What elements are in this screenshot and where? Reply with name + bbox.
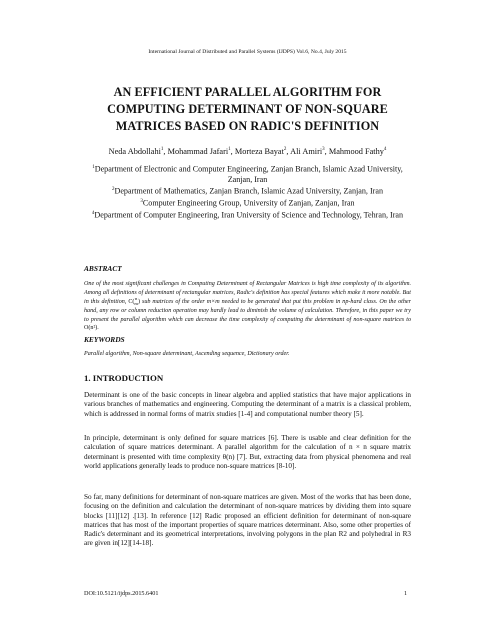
affiliation-text: Department of Electronic and Computer Engineering, Zanjan Branch, Islamic Azad University, Zanjan, Iran bbox=[94, 164, 403, 184]
author-affil-mark: 1 bbox=[228, 147, 231, 153]
author-list: Neda Abdollahi$^1$, Mohammad Jafari$^1$, Morteza Bayat$^2$, Ali Amiri$^3$, Mahmood Fathy$^4$ bbox=[108, 147, 387, 156]
keywords-text: Parallel algorithm, Non-square determinant, Ascending sequence, Dictionary order. bbox=[84, 351, 290, 357]
binomial-formula: C(n m) bbox=[128, 296, 141, 306]
section-title: INTRODUCTION bbox=[92, 373, 164, 383]
affiliation-text: Computer Engineering Group, University of Zanjan, Zanjan, Iran bbox=[142, 198, 355, 208]
affiliation-list bbox=[84, 163, 411, 221]
affiliation-text: Department of Computer Engineering, Iran University of Science and Technology, Tehran, Iran bbox=[94, 210, 404, 220]
abstract-part: One of the most significant challenges in Computing Determinant of Rectangular Matrices is high time complexity of its algorithm. Among all definitions of determinant of rectangular matrices, Radic's definition has special features which make it more notable. But in this definition, bbox=[84, 281, 411, 306]
author-name: Mohammad Jafari bbox=[167, 147, 229, 156]
author-affil-mark: 2 bbox=[283, 147, 287, 153]
affiliation-mark: 2 bbox=[112, 187, 115, 193]
author-name: Neda Abdollahi bbox=[108, 147, 161, 156]
affiliation bbox=[84, 197, 411, 209]
section-number: 1. bbox=[84, 373, 93, 383]
doi-footer: DOI:10.5121/ijdps.2015.6401 bbox=[84, 590, 159, 597]
keywords-heading: KEYWORDS bbox=[84, 335, 125, 344]
journal-header: International Journal of Distributed and Parallel Systems (IJDPS) Vol.6, No.4, July 2015 bbox=[148, 49, 347, 55]
introduction-heading bbox=[84, 373, 163, 383]
paper-title bbox=[60, 84, 435, 135]
page-number: 1 bbox=[404, 590, 408, 597]
affiliation-mark: 4 bbox=[91, 211, 95, 217]
paragraph: So far, many definitions for determinant of non-square matrices are given. Most of the works that has been done, focusing on the definition and calculation the determinant of non-square matrices by dividing them into square blocks [11][12] .[13]. In reference [12] Radic proposed an efficient definition for determinant of non-square matrices that has most of the important properties of square matrices determinant. Also, some other properties of Radic's determinant and its geometrical interpretations, involving polygons in the plan R2 and polyhedral in R3 are given in[12][14-18]. bbox=[84, 493, 411, 548]
author-affil-mark: 1 bbox=[160, 147, 164, 153]
affiliation-mark: 3 bbox=[140, 199, 143, 205]
paragraph: In principle, determinant is only defined for square matrices [6]. There is usable and clear definition for the calculation of square matrices determinant. A parallel algorithm for the calculation of n × n square matrix determinant is presented with time complexity θ(n) [7]. But, extracting data from physical phenomena and real world applications generally leads to produce non-square matrices [8-10]. bbox=[84, 434, 411, 470]
author-name: Mahmood Fathy bbox=[328, 147, 384, 156]
author-name: Ali Amiri bbox=[290, 147, 323, 156]
affiliation-text: Department of Mathematics, Zanjan Branch, Islamic Azad University, Zanjan, Iran bbox=[114, 186, 383, 196]
author-name: Morteza Bayat bbox=[234, 147, 284, 156]
affiliation-mark: 1 bbox=[92, 165, 95, 170]
author-affil-mark: 4 bbox=[383, 147, 387, 153]
abstract-part: sub matrices of the order m×m needed to be generated that put this problem in np-hard class. On the other hand, any row or column reduction operation may hardly lead to diminish the volume of calculation. Therefore, in this paper we try to present the parallel algorithm which can decrease the time complexity of computing the determinant of non-square matrices to bbox=[84, 299, 411, 323]
author-affil-mark: 3 bbox=[322, 147, 325, 153]
abstract-text bbox=[84, 280, 411, 333]
paragraph: Determinant is one of the basic concepts in linear algebra and applied statistics that have major applications in various branches of mathematics and engineering. Computing the determinant of a matrix is a classical problem, which is addressed in normal forms of matrix studies [1-4] and computational number theory [5]. bbox=[84, 391, 411, 418]
abstract-part: . bbox=[97, 325, 99, 332]
title-line-3: MATRICES BASED ON RADIC'S DEFINITION bbox=[115, 119, 380, 133]
affiliation bbox=[84, 185, 411, 197]
title-line-2: COMPUTING DETERMINANT OF NON-SQUARE bbox=[107, 102, 388, 116]
affiliation bbox=[84, 163, 411, 185]
abstract-heading: ABSTRACT bbox=[84, 264, 122, 273]
title-line-1: AN EFFICIENT PARALLEL ALGORITHM FOR bbox=[113, 85, 382, 99]
affiliation bbox=[84, 209, 411, 221]
complexity-formula: O(n²) bbox=[84, 325, 98, 332]
